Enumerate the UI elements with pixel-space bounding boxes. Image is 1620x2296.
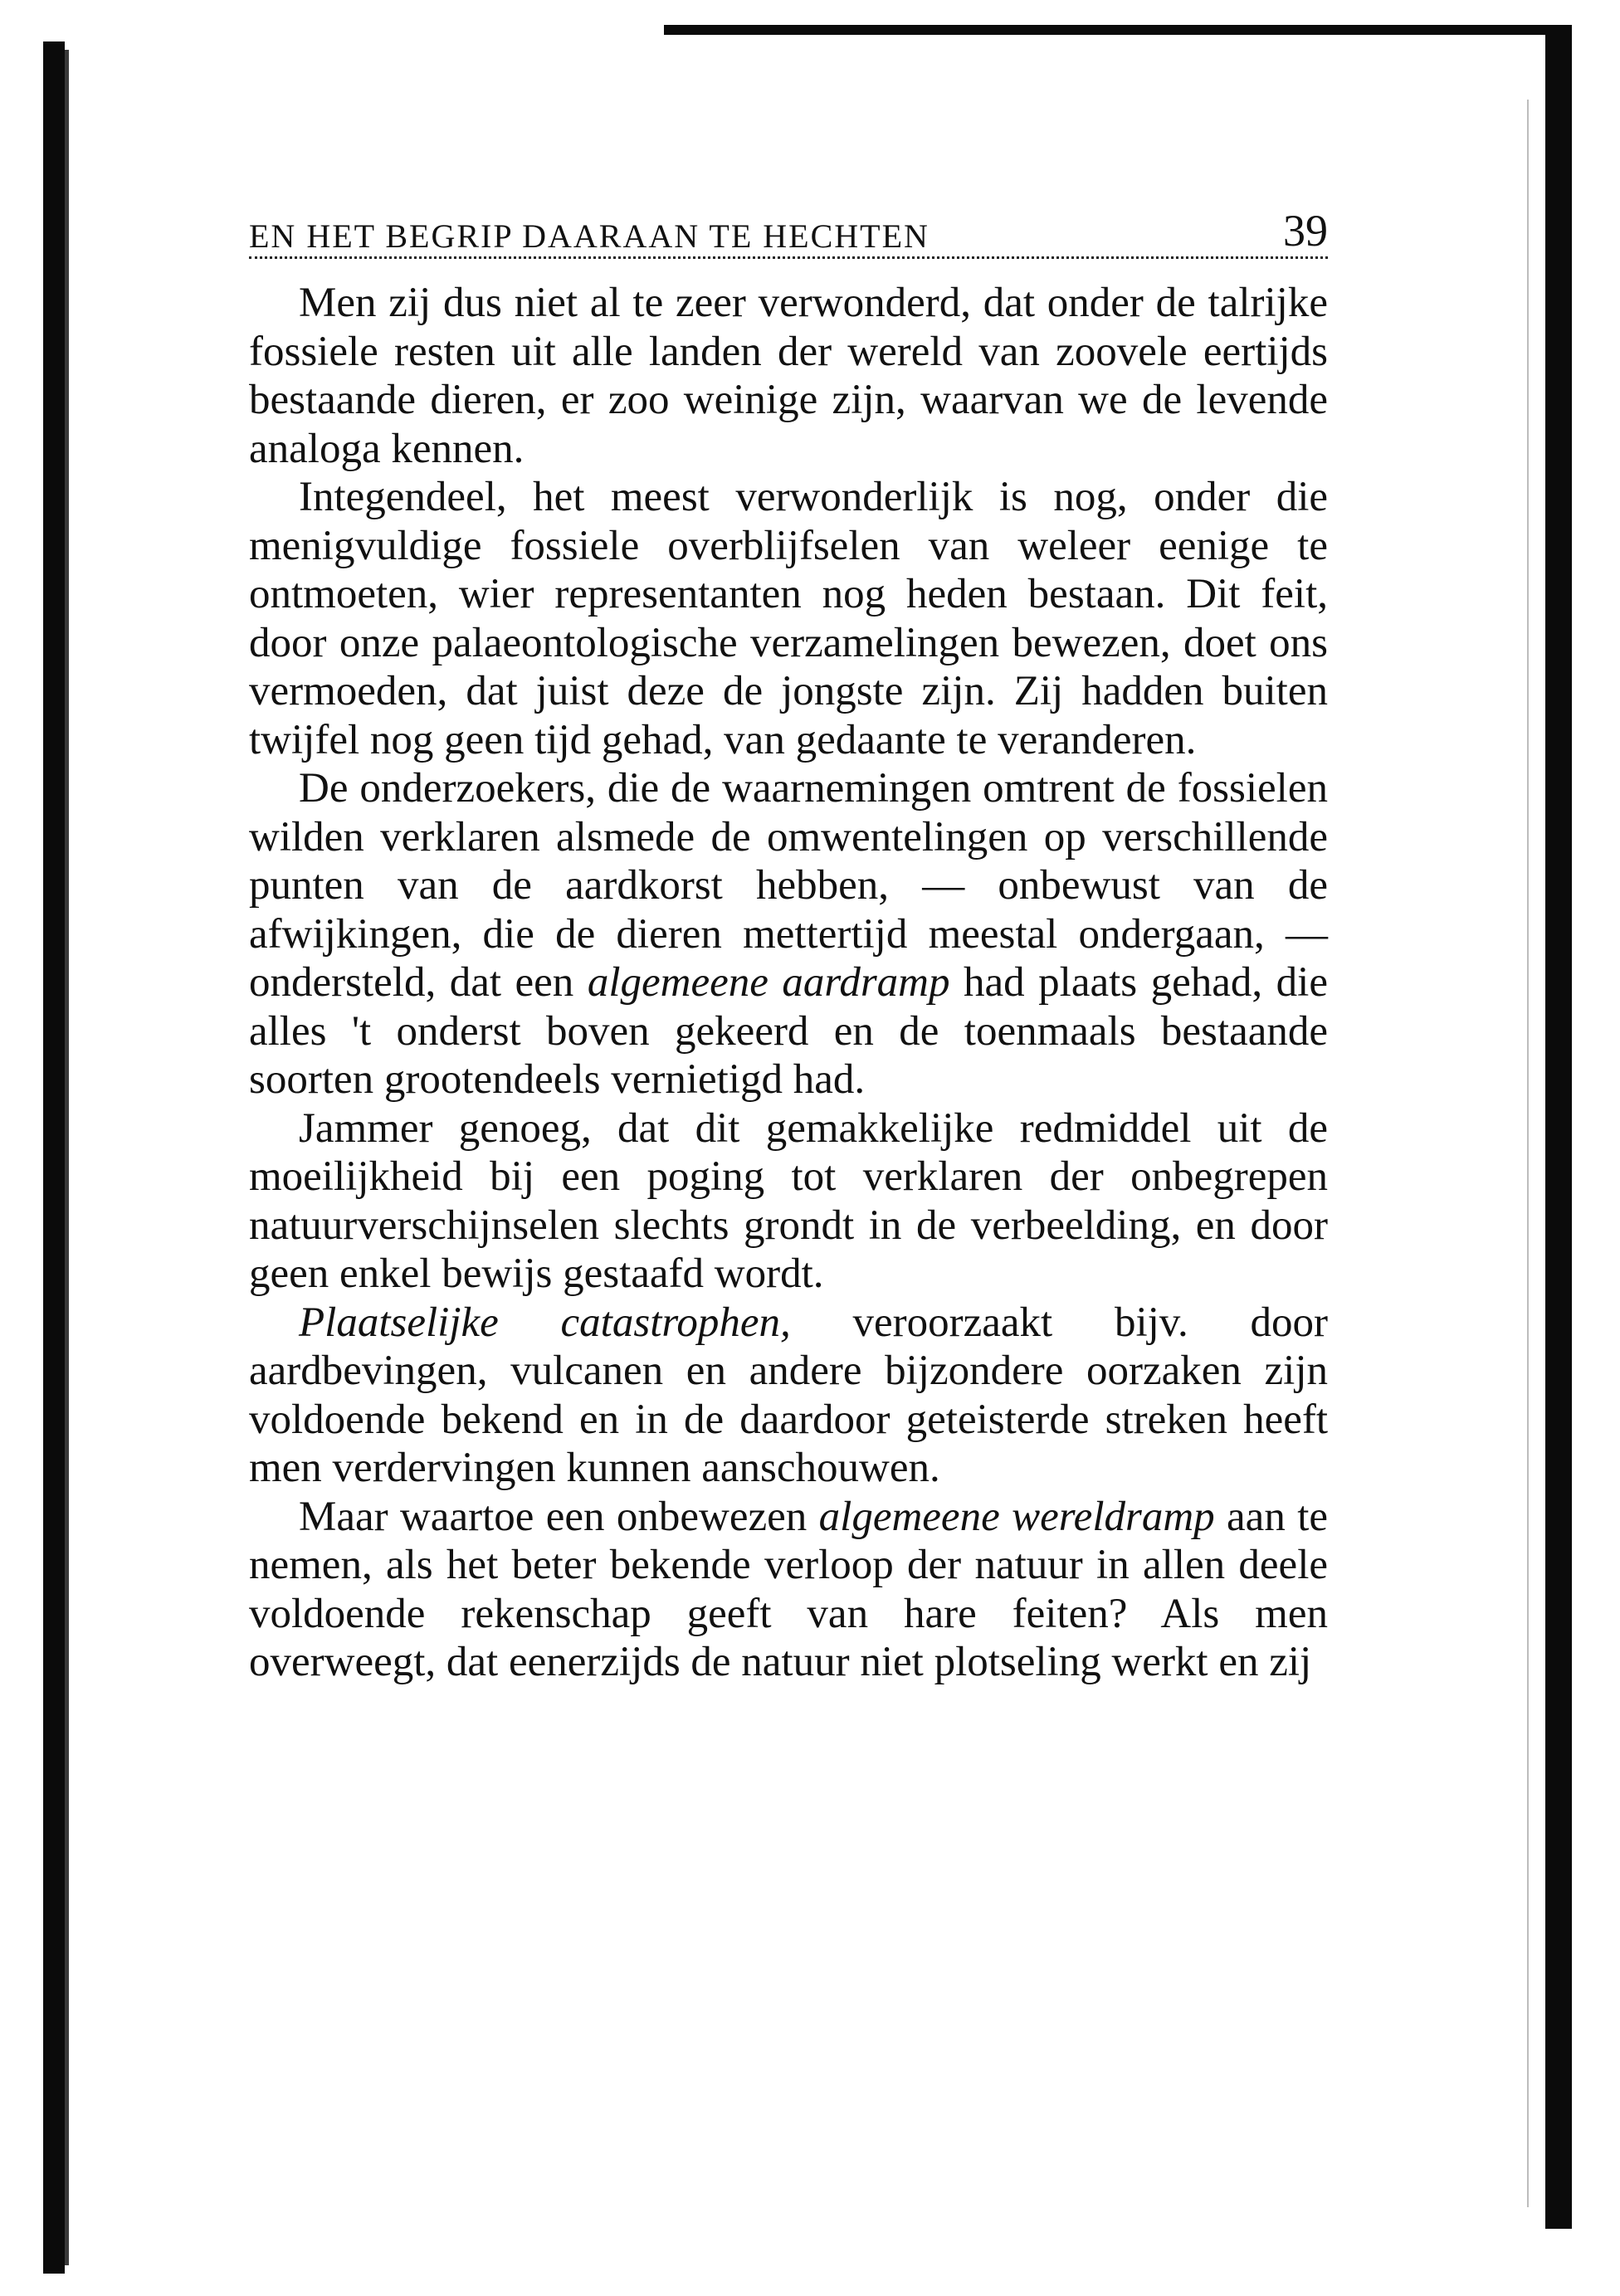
paragraph-4: Jammer genoeg, dat dit gemakkelijke redmiddel uit de moeilijkheid bij een poging tot verklaren der onbegrepen natuurverschijnselen slechts grondt in de verbeelding, en door geen enkel bewijs gestaafd wordt. (249, 1104, 1328, 1297)
paragraph-6-emphasis: algemeene wereldramp (818, 1493, 1215, 1540)
paragraph-6-text-a: Maar waartoe een onbewezen (299, 1493, 819, 1540)
book-page (249, 203, 1328, 1687)
paragraph-2: Integendeel, het meest verwonderlijk is nog, onder die menigvuldige fossiele overblijfselen van weleer eenige te ontmoeten, wier representanten nog heden bestaan. Dit feit, door onze palaeontologische verzamelingen bewezen, doet ons vermoeden, dat juist deze de jongste zijn. Zij hadden buiten twijfel nog geen tijd gehad, van gedaante te veranderen. (249, 474, 1328, 763)
paragraph-6 (249, 1493, 1328, 1687)
paragraph-5-text-b: veroorzaakt bijv. door aardbevingen, vulcanen en andere bijzondere oorzaken zijn voldoende bekend en in de daardoor geteisterde streken heeft men verdervingen kunnen aanschouwen. (249, 1299, 1328, 1491)
scan-edge-top (664, 25, 1572, 35)
text-body (249, 279, 1328, 1687)
paragraph-1: Men zij dus niet al te zeer verwonderd, dat onder de talrijke fossiele resten uit alle landen der wereld van zoovele eertijds bestaande dieren, er zoo weinige zijn, waarvan we de levende analoga kennen. (249, 280, 1328, 472)
paragraph-3 (249, 764, 1328, 1104)
paragraph-3-text-b: had plaats gehad, die alles 't onderst boven gekeerd en de toenmaals bestaande soorten grootendeels vernietigd had. (249, 959, 1328, 1103)
scan-line-right (1527, 100, 1529, 2207)
scan-edge-right (1545, 30, 1572, 2229)
paragraph-3-emphasis: algemeene aardramp (587, 959, 950, 1006)
paragraph-6-text-b: aan te nemen, als het beter bekende verloop der natuur in allen deele voldoende rekenschap geeft van hare feiten? Als men overweegt, dat eenerzijds de natuur niet plotseling werkt en zij (249, 1493, 1328, 1685)
paragraph-5 (249, 1299, 1328, 1493)
scan-edge-left-fringe (65, 50, 69, 2265)
paragraph-3-text-a: De onderzoekers, die de waarnemingen omtrent de fossielen wilden verklaren alsmede de omwentelingen op verschillende punten van de aardkorst hebben, — onbewust van de afwijkingen, die de dieren mettertijd meestal ondergaan, — ondersteld, dat een (249, 765, 1328, 1006)
paragraph-5-emphasis: Plaatselijke catastrophen, (299, 1299, 791, 1346)
running-title: EN HET BEGRIP DAARAAN TE HECHTEN (249, 217, 930, 255)
scan-edge-left (43, 41, 65, 2274)
running-head (249, 203, 1328, 259)
page-number: 39 (1283, 206, 1328, 256)
